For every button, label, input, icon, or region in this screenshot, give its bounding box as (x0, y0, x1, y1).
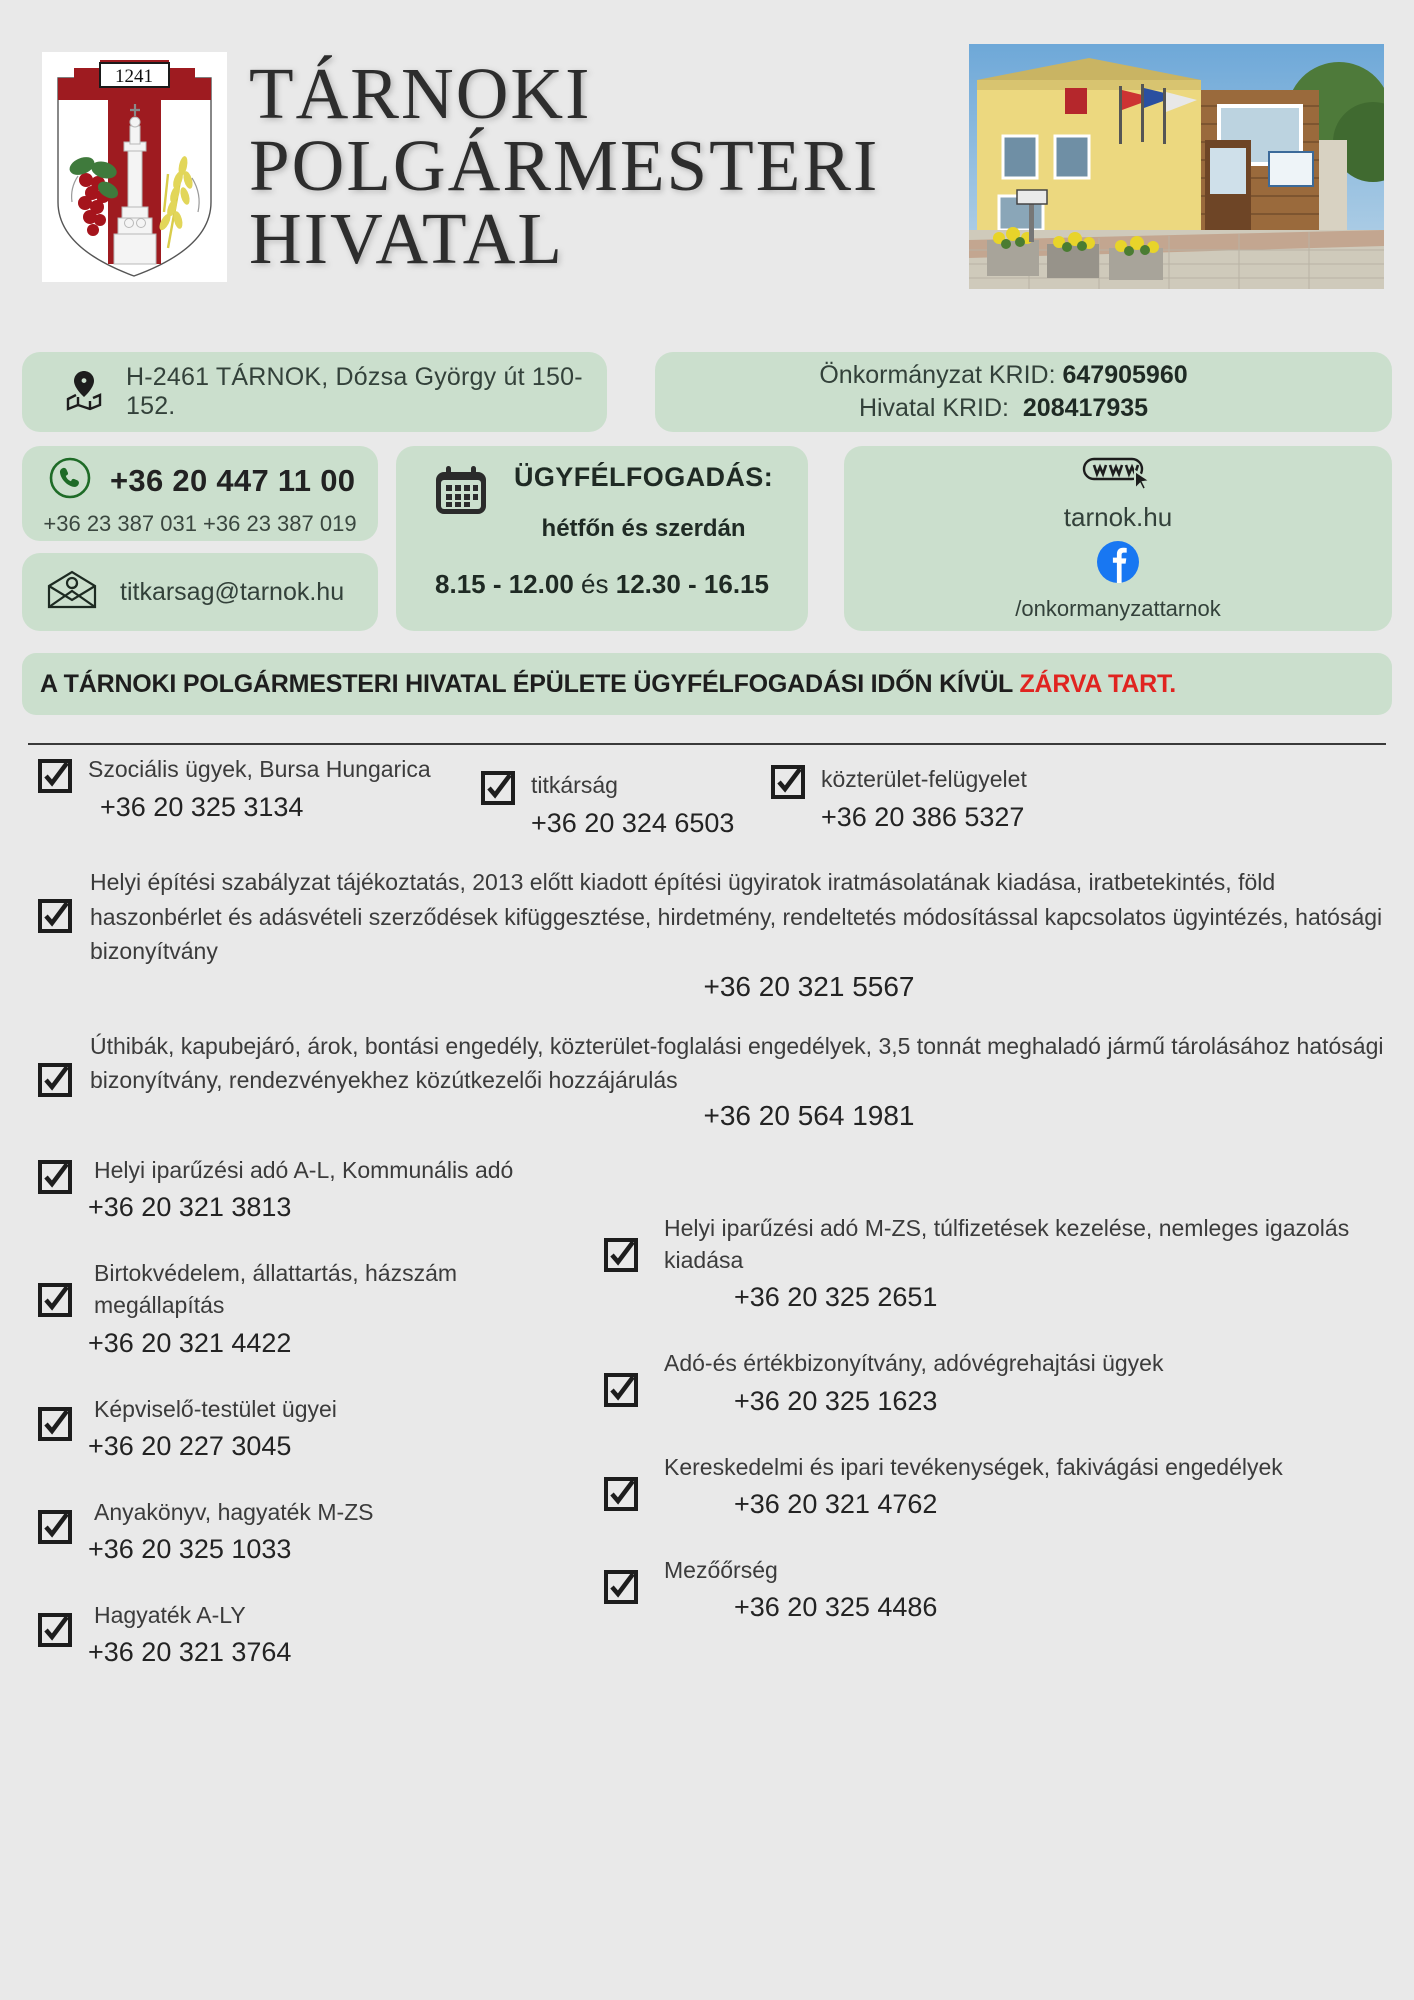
closed-notice-highlight: ZÁRVA TART. (1019, 669, 1177, 698)
office-hours-times (414, 569, 790, 600)
department-label: közterület-felügyelet (821, 766, 1027, 792)
office-hours-conjunction: és (581, 569, 609, 599)
organization-title (249, 53, 969, 279)
facebook-handle[interactable]: /onkormanyzattarnok (1015, 596, 1221, 621)
department-phone[interactable]: +36 20 321 4422 (88, 1327, 292, 1358)
checkbox-checked-icon (604, 1477, 638, 1511)
department-label: Birtokvédelem, állattartás, házszám megállapítás (94, 1260, 458, 1319)
department-label: Kereskedelmi és ipari tevékenységek, fakivágási engedélyek (664, 1453, 1283, 1480)
krid-hivatal-row (859, 394, 1148, 423)
department-item-iparuzesi-ado-al (38, 1154, 586, 1223)
department-item-hagyatek-aly (38, 1599, 586, 1668)
website-url[interactable]: tarnok.hu (1063, 502, 1173, 532)
department-phone[interactable]: +36 20 321 4762 (734, 1488, 938, 1519)
checkbox-checked-icon (38, 759, 72, 793)
department-item-birtokvedelem (38, 1257, 586, 1358)
department-item-szocialis (26, 756, 481, 823)
section-divider (28, 743, 1386, 745)
page-header (0, 0, 1414, 340)
department-label: Adó-és értékbizonyítvány, adóvégrehajtási ügyek (664, 1350, 1164, 1377)
krid-card (655, 352, 1392, 432)
department-phone[interactable]: +36 20 325 3134 (100, 792, 304, 823)
department-label: titkárság (531, 772, 618, 798)
department-item-anyakonyv-hagyatek-mzs (38, 1496, 586, 1565)
checkbox-checked-icon (604, 1238, 638, 1272)
facebook-icon[interactable] (1095, 539, 1141, 590)
checkbox-checked-icon (771, 765, 805, 799)
checkbox-checked-icon (481, 771, 515, 805)
phone-email-column (22, 446, 378, 631)
crest-year: 1241 (115, 66, 153, 87)
krid-onkormanyzat-row (819, 361, 1187, 390)
department-columns (26, 1154, 1388, 1702)
checkbox-checked-icon (38, 1510, 72, 1544)
phone-card[interactable] (22, 446, 378, 541)
department-label: Anyakönyv, hagyaték M-ZS (94, 1498, 374, 1525)
checkbox-checked-icon (604, 1373, 638, 1407)
address-text: H-2461 TÁRNOK, Dózsa György út 150-152. (126, 363, 583, 420)
krid-onkormanyzat-label: Önkormányzat KRID: (819, 361, 1056, 389)
closed-notice-banner (22, 653, 1392, 715)
office-hours-time-1: 8.15 - 12.00 (435, 569, 574, 599)
checkbox-checked-icon (38, 899, 72, 933)
krid-hivatal-value: 208417935 (1022, 394, 1149, 422)
map-pin-icon (64, 368, 104, 417)
www-cursor-icon (1080, 455, 1156, 496)
department-directory (0, 756, 1414, 1702)
closed-notice-text (40, 670, 1176, 699)
department-label: Helyi iparűzési adó M-ZS, túlfizetések kezelése, nemleges igazolás kiadása (664, 1214, 1350, 1274)
contact-hours-web-row (0, 446, 1414, 631)
email-address[interactable]: titkarsag@tarnok.hu (120, 577, 345, 606)
department-top-row (26, 756, 1388, 839)
krid-hivatal-label: Hivatal KRID: (858, 394, 1009, 422)
title-line-2: POLGÁRMESTERI (249, 125, 880, 207)
office-hours-card (396, 446, 808, 631)
department-phone[interactable]: +36 20 325 1623 (734, 1385, 938, 1416)
office-hours-title: ÜGYFÉLFOGADÁS: (514, 462, 774, 492)
department-phone[interactable]: +36 20 564 1981 (703, 1099, 915, 1131)
department-label: Szociális ügyek, Bursa Hungarica (88, 756, 431, 782)
department-item-kozterulet-felugyelet (771, 759, 1388, 833)
checkbox-checked-icon (38, 1613, 72, 1647)
department-label: Úthibák, kapubejáró, árok, bontási engedély, közterület-foglalási engedélyek, 3,5 tonnát meghaladó jármű tárolásához hatósági bizonyítvány, rendezvényekhez közútkezelői hozzájárulás (90, 1032, 1384, 1094)
department-right-column (586, 1154, 1388, 1702)
department-item-kereskedelmi-ipari (604, 1451, 1388, 1520)
title-line-1: TÁRNOKI (249, 53, 592, 134)
department-phone[interactable]: +36 20 386 5327 (821, 802, 1025, 833)
department-item-kepviselo-testulet (38, 1393, 586, 1462)
title-line-3: HIVATAL (249, 197, 565, 279)
department-label: Hagyaték A-LY (94, 1601, 246, 1628)
department-item-epitesi-szabalyzat (26, 865, 1388, 1003)
department-phone[interactable]: +36 20 321 3813 (88, 1192, 292, 1223)
krid-onkormanyzat-value: 647905960 (1062, 361, 1188, 389)
department-phone[interactable]: +36 20 325 2651 (734, 1282, 938, 1313)
closed-notice-main: A TÁRNOKI POLGÁRMESTERI HIVATAL ÉPÜLETE ÜGYFÉLFOGADÁSI IDŐN KÍVÜL (40, 669, 1020, 698)
department-label: Képviselő-testület ügyei (94, 1395, 337, 1422)
department-item-iparuzesi-ado-mzs (604, 1212, 1388, 1313)
department-label: Helyi építési szabályzat tájékoztatás, 2013 előtt kiadott építési ügyiratok iratmásolatának kiadása, iratbetekintés, föld haszonbérlet és adásvételi szerződések kifüggesztése, hirdetmény, rendeltetés módosítással kapcsolatos ügyintézés, hatósági bizonyítvány (90, 869, 1383, 965)
checkbox-checked-icon (38, 1283, 72, 1317)
department-item-ado-ertekbizonyitvany (604, 1347, 1388, 1416)
department-phone[interactable]: +36 20 325 1033 (88, 1533, 292, 1564)
checkbox-checked-icon (38, 1407, 72, 1441)
department-left-column (26, 1154, 586, 1702)
department-phone[interactable]: +36 20 321 3764 (88, 1637, 292, 1668)
town-hall-photo (969, 44, 1384, 289)
checkbox-checked-icon (604, 1570, 638, 1604)
department-phone[interactable]: +36 20 324 6503 (531, 808, 735, 839)
web-social-card[interactable] (844, 446, 1392, 631)
department-phone[interactable]: +36 20 321 5567 (703, 970, 915, 1002)
phone-circle-icon (48, 456, 92, 505)
envelope-at-icon (46, 570, 98, 615)
secondary-phone-numbers[interactable]: +36 23 387 031 +36 23 387 019 (43, 511, 357, 536)
checkbox-checked-icon (38, 1160, 72, 1194)
municipal-crest-logo (42, 52, 227, 282)
department-label: Helyi iparűzési adó A-L, Kommunális adó (94, 1156, 514, 1183)
address-krid-row (0, 352, 1414, 432)
checkbox-checked-icon (38, 1063, 72, 1097)
office-hours-days: hétfőn és szerdán (541, 515, 746, 542)
department-item-mezoorseg (604, 1554, 1388, 1623)
department-phone[interactable]: +36 20 227 3045 (88, 1430, 292, 1461)
email-card[interactable] (22, 553, 378, 631)
department-item-uthibak-kozterulet (26, 1029, 1388, 1132)
main-phone-number[interactable]: +36 20 447 11 00 (110, 462, 356, 498)
department-label: Mezőőrség (664, 1556, 778, 1583)
office-hours-time-2: 12.30 - 16.15 (615, 569, 769, 599)
department-item-titkarsag (481, 759, 771, 839)
department-phone[interactable]: +36 20 325 4486 (734, 1591, 938, 1622)
address-card (22, 352, 607, 432)
calendar-icon (432, 462, 490, 525)
